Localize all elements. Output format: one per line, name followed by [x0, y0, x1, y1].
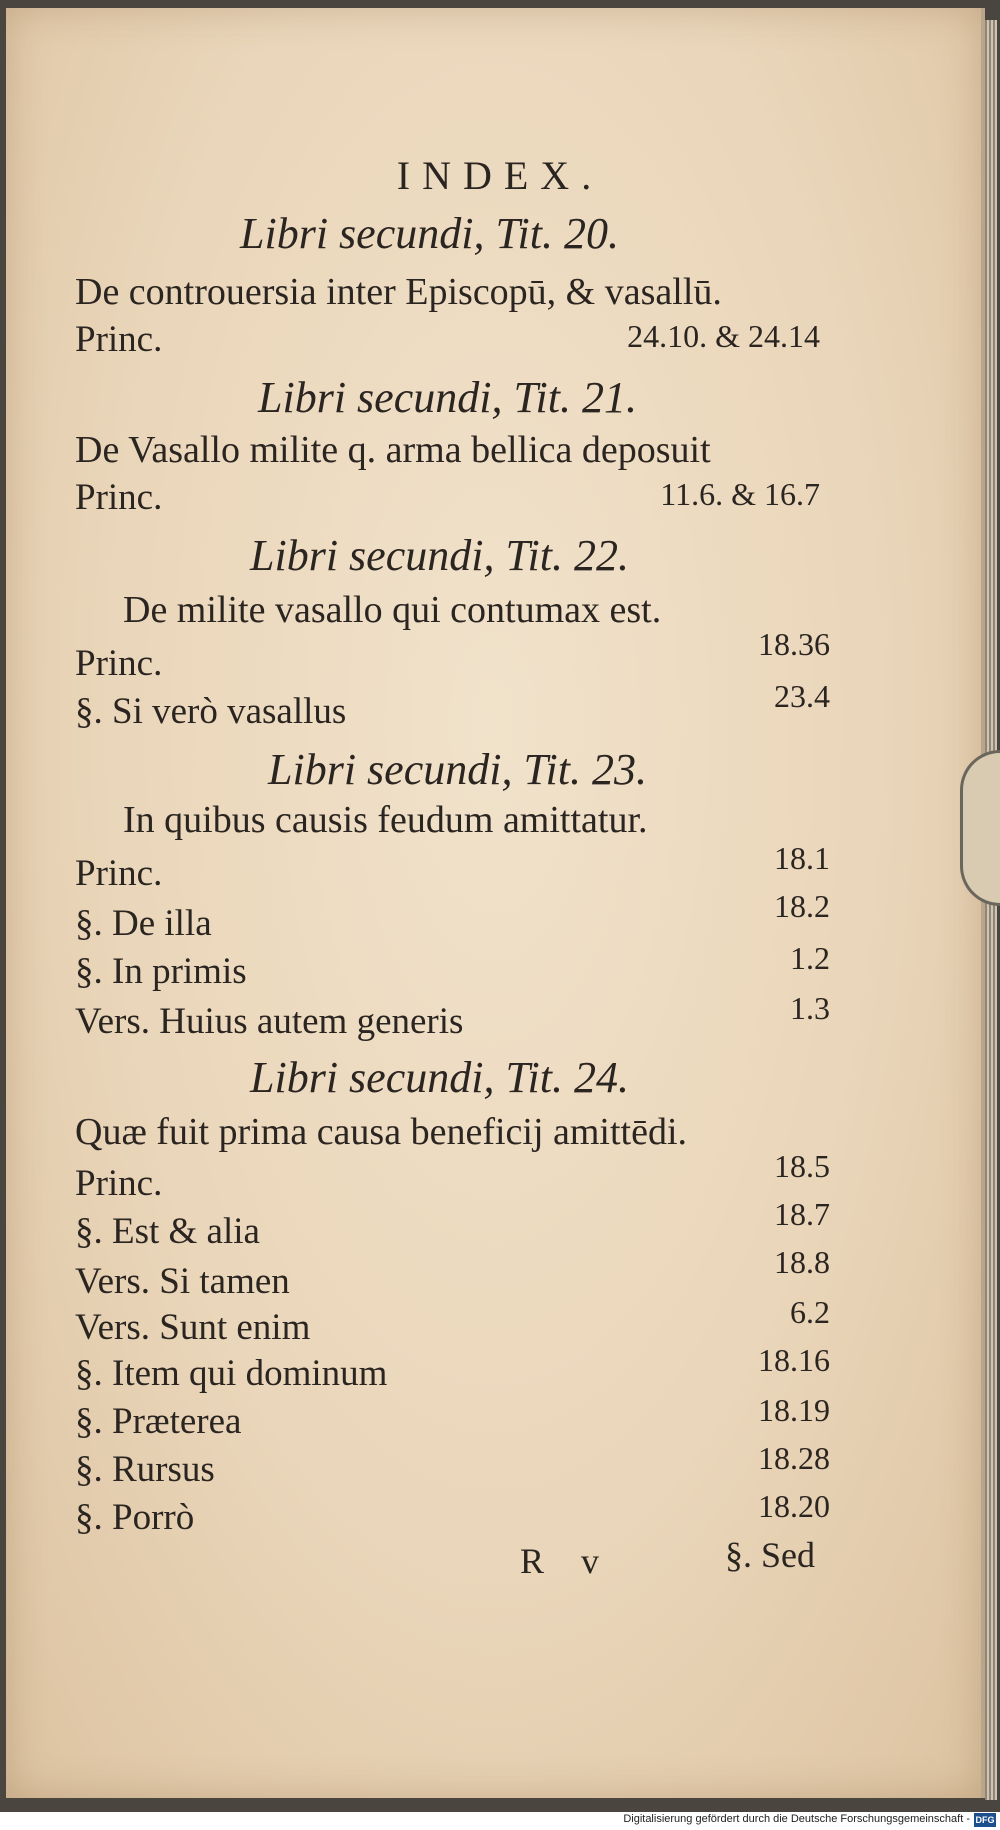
entry-ref: 18.7 — [774, 1196, 830, 1232]
entry-ref: 24.10. & 24.14 — [627, 318, 820, 354]
catchword: §. Sed — [725, 1535, 815, 1575]
entry-label: §. Porrò — [75, 1497, 195, 1538]
entry-ref: 1.3 — [790, 990, 830, 1026]
entry-label: Princ. — [75, 1163, 163, 1204]
entry-label: Princ. — [75, 853, 163, 894]
entry-label: §. Præterea — [75, 1401, 242, 1442]
page-header: INDEX. — [396, 153, 604, 198]
entry-ref: 23.4 — [774, 678, 830, 714]
entry-ref: 6.2 — [790, 1294, 830, 1330]
entry-ref: 18.2 — [774, 888, 830, 924]
entry-ref: 18.5 — [774, 1148, 830, 1184]
entry-label: §. De illa — [75, 903, 212, 944]
section-title-tit-23: Libri secundi, Tit. 23. — [268, 745, 647, 794]
section-title-tit-21: Libri secundi, Tit. 21. — [258, 373, 637, 422]
entry-label: Vers. Si tamen — [75, 1261, 290, 1302]
signature-mark: R v — [520, 1541, 614, 1581]
entry-label: Princ. — [75, 643, 163, 684]
entry-ref: 11.6. & 16.7 — [660, 476, 820, 512]
entry-label: §. In primis — [75, 951, 247, 992]
page-fore-edge — [985, 20, 997, 1800]
subject-tit-23: In quibus causis feudum amittatur. — [123, 799, 648, 841]
entry-ref: 18.16 — [758, 1342, 830, 1378]
entry-label: Vers. Sunt enim — [75, 1307, 311, 1348]
entry-label: §. Item qui dominum — [75, 1353, 388, 1394]
entry-label: Princ. — [75, 319, 163, 360]
subject-tit-20: De controuersia inter Episcopū, & vasallū. — [75, 271, 722, 313]
entry-ref: 1.2 — [790, 940, 830, 976]
entry-ref: 18.1 — [774, 840, 830, 876]
section-title-tit-20: Libri secundi, Tit. 20. — [240, 209, 619, 258]
entry-label: Princ. — [75, 477, 163, 518]
entry-ref: 18.20 — [758, 1488, 830, 1524]
footer-credit: Digitalisierung gefördert durch die Deutsche Forschungsgemeinschaft - — [623, 1813, 970, 1825]
subject-tit-22: De milite vasallo qui contumax est. — [123, 589, 662, 631]
entry-label: §. Rursus — [75, 1449, 215, 1490]
entry-ref: 18.36 — [758, 626, 830, 662]
section-title-tit-24: Libri secundi, Tit. 24. — [250, 1053, 629, 1102]
entry-label: §. Est & alia — [75, 1211, 260, 1252]
dfg-logo: DFG — [975, 1815, 995, 1825]
entry-label: §. Si verò vasallus — [75, 691, 347, 732]
entry-ref: 18.19 — [758, 1392, 830, 1428]
bookmark-tab — [960, 750, 1000, 906]
entry-ref: 18.28 — [758, 1440, 830, 1476]
subject-tit-21: De Vasallo milite q. arma bellica deposuit — [75, 429, 711, 471]
subject-tit-24: Quæ fuit prima causa beneficij amittēdi. — [75, 1111, 688, 1153]
entry-label: Vers. Huius autem generis — [75, 1001, 464, 1042]
entry-ref: 18.8 — [774, 1244, 830, 1280]
section-title-tit-22: Libri secundi, Tit. 22. — [250, 531, 629, 580]
